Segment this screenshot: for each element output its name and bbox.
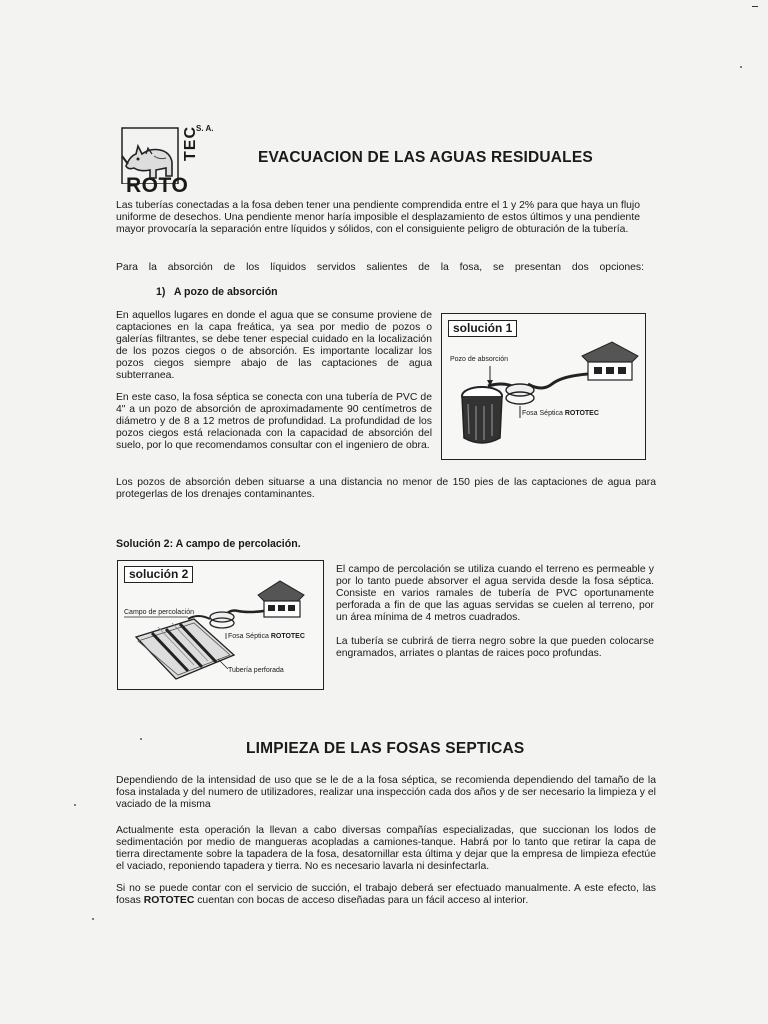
figure2-label-fosa-brand: ROTOTEC bbox=[270, 633, 305, 640]
scan-speck bbox=[74, 804, 76, 806]
scan-speck bbox=[92, 918, 94, 920]
scan-speck bbox=[140, 738, 142, 740]
page-title: EVACUACION DE LAS AGUAS RESIDUALES bbox=[258, 149, 593, 166]
section3-paragraph-3-b: cuentan con bocas de acceso diseñadas para un fácil acceso al interior. bbox=[194, 895, 529, 906]
percolation-field-illustration bbox=[118, 561, 320, 686]
section3-paragraph-3-a: Si no se puede contar con el servicio de succión, el trabajo deberá ser efectuado manualmente. A este efecto, las fosas bbox=[116, 883, 656, 906]
section3-paragraph-3 bbox=[116, 883, 656, 907]
logo-brand-bottom: ROTO bbox=[126, 174, 189, 197]
section3-paragraph-1: Dependiendo de la intensidad de uso que se le de a la fosa séptica, se recomienda dependiendo del tamaño de la fosa instalada y del numero de utilizadores, realizar una inspección cada dos años y de ser necesario la limpieza y el vaciado de la misma bbox=[116, 775, 656, 810]
section3-paragraph-2: Actualmente esta operación la llevan a cabo diversas compañías especializadas, que succionan los lodos de sedimentación por medio de mangueras acopladas a camiones-tanque. Habrá por lo tanto que retirar la capa de tierra directamente sobre la tapadera de la fosa, desatornillar esta última y dejar que la empresa de limpieza efectúe el vaciado, reponiendo tapadera y tierra. No es necesario lavarla ni desinfectarla. bbox=[116, 825, 656, 872]
intro-paragraph-2: Para la absorción de los líquidos servidos salientes de la fosa, se presentan dos opciones: bbox=[116, 262, 644, 273]
section3-heading: LIMPIEZA DE LAS FOSAS SEPTICAS bbox=[246, 740, 525, 757]
section2-paragraph-1: El campo de percolación se utiliza cuando el terreno es permeable y por lo tanto puede absorver el agua servida desde la fosa séptica. Consiste en varios ramales de tubería de PVC oportunamente perforada a fin de que las aguas servidas se cuelen al terreno, por un área mínima de 4 metros cuadrados. bbox=[336, 564, 654, 623]
figure2-label-fosa-prefix: Fosa Séptica bbox=[228, 633, 271, 640]
section3-paragraph-3-brand: ROTOTEC bbox=[143, 895, 195, 906]
section2-heading: Solución 2: A campo de percolación. bbox=[116, 538, 301, 550]
logo-suffix: S. A. bbox=[196, 124, 214, 133]
figure-solucion-1 bbox=[441, 313, 646, 460]
figure1-title: solución 1 bbox=[448, 320, 517, 337]
figure1-label-fosa-prefix: Fosa Séptica bbox=[522, 410, 565, 417]
section1-paragraph-3: Los pozos de absorción deben situarse a una distancia no menor de 150 pies de las captaciones de agua para protegerlas de los drenajes contaminantes. bbox=[116, 477, 656, 500]
intro-paragraph-1: Las tuberías conectadas a la fosa deben tener una pendiente comprendida entre el 1 y 2% para que haya un flujo uniforme de desechos. Una pendiente menor haría imposible el desplazamiento de estos últimos y una pendiente mayor provocaría la separación entre líquidos y sólidos, con el consiguiente peligro de obturación de la tubería. bbox=[116, 200, 640, 235]
septic-well-illustration bbox=[442, 314, 642, 456]
logo-brand-vertical: TEC bbox=[181, 126, 199, 161]
scan-edge-mark bbox=[752, 6, 758, 7]
figure1-label-fosa-brand: ROTOTEC bbox=[564, 410, 599, 417]
scan-speck bbox=[740, 66, 742, 68]
figure-solucion-2 bbox=[117, 560, 324, 690]
section1-paragraph-2: En este caso, la fosa séptica se conecta con una tubería de PVC de 4" a un pozo de absorción de aproximadamente 90 centímetros de diámetro y de 8 a 12 metros de profundidad. La profundidad de los pozos ciegos está relacionada con la capacidad de absorción del suelo, por lo que recomendamos consultar con el ingeniero de obra. bbox=[116, 392, 432, 451]
company-logo bbox=[116, 126, 226, 196]
section1-heading: 1) A pozo de absorción bbox=[156, 286, 278, 298]
figure2-label-tuberia: Tubería perforada bbox=[228, 667, 284, 674]
figure2-label-fosa bbox=[228, 633, 305, 640]
section1-paragraph-1: En aquellos lugares en donde el agua que se consume proviene de captaciones en la capa freática, ya sea por medio de pozos o galerías filtrantes, se debe tener especial cuidado en la localización de los pozos ciegos o de absorción. Es importante localizar los pozos ciegos siempre abajo de las captaciones de agua subterranea. bbox=[116, 310, 432, 381]
figure1-label-pozo: Pozo de absorción bbox=[450, 356, 508, 363]
figure2-label-campo: Campo de percolación bbox=[124, 609, 195, 616]
figure2-title: solución 2 bbox=[124, 566, 193, 583]
section2-paragraph-2: La tubería se cubrirá de tierra negro sobre la que pueden colocarse engramados, arriates o plantas de raices poco profundas. bbox=[336, 636, 654, 659]
figure1-label-fosa bbox=[522, 410, 599, 417]
